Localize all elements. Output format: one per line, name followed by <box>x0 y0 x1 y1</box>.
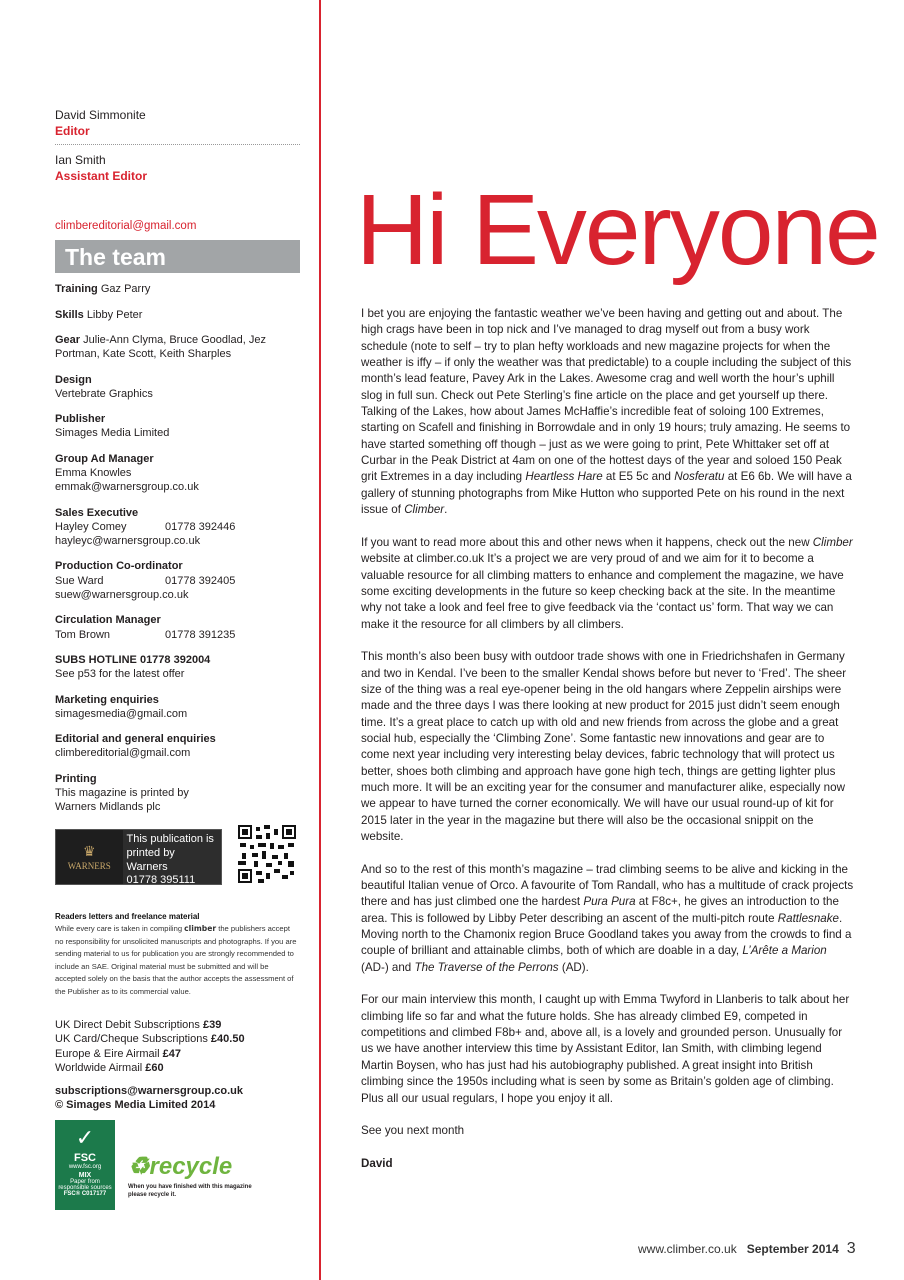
page-number: 3 <box>846 1240 856 1257</box>
page-headline: Hi Everyone <box>356 174 879 286</box>
assistant-editor-role: Assistant Editor <box>55 168 148 183</box>
credit-training: Training Gaz Parry <box>55 283 151 296</box>
footer-url[interactable]: www.climber.co.uk <box>638 1242 737 1256</box>
credit-sales: Sales Executive Hayley Comey 01778 392446 hayleyc@warnersgroup.co.uk <box>55 506 236 548</box>
readers-heading: Readers letters and freelance material <box>55 912 200 921</box>
sales-email[interactable]: hayleyc@warnersgroup.co.uk <box>55 535 201 548</box>
production-email[interactable]: suew@warnersgroup.co.uk <box>55 589 189 602</box>
recycle-logo: ♻recycle When you have finished with this magazine please recycle it. <box>128 1152 268 1200</box>
editor-role: Editor <box>55 123 90 138</box>
recycle-icon: ♻ <box>128 1153 150 1180</box>
copyright: © Simages Media Limited 2014 <box>55 1099 216 1112</box>
article-paragraph: For our main interview this month, I caught up with Emma Twyford in Llanberis to talk about her climbing life so far and what the future holds. She has already climbed E9, competed in competitions and climbed F8b+ and, above all, is a lovely and grounded person. Unusually for us we have another interview this time by Assistant Editor, Ian Smith, with climbing legend Martin Boysen, who has just had his autobiography published. A great insight into British climbing since the 1950s including what is seen by some as Britain’s golden age of climbing. Plus all our usual regulars, I hope you enjoy it all. <box>361 993 850 1105</box>
price-row: Worldwide Airmail £60 <box>55 1061 164 1074</box>
group-ad-email[interactable]: emmak@warnersgroup.co.uk <box>55 481 199 494</box>
page-divider-line <box>319 0 321 1280</box>
article-paragraph: If you want to read more about this and other news when it happens, check out the new Climber website at climber.co.uk It’s a project we are very proud of and we aim for it to become a valuable resource for all climbing matters to enhance and complement the magazine, we have some exciting developments in the future so keep checking back at the site. In the meantime why not take a look and feel free to give feedback via the ‘contact us’ form. That way we can make it the resource for all climbers by all climbers. <box>361 535 853 631</box>
article-paragraph: I bet you are enjoying the fantastic weather we’ve been having and getting out and about. The high crags have been in top nick and I’ve managed to drag myself out from a busy work schedule (note to self – try to plan hefty workloads and new magazine projects for when the weather is iffy – if only the weather was that predictable) to a couple including the subject of this month’s lead feature, Pavey Ark in the Lakes. Awesome crag and well worth the hour’s uphill slog in full sun. Check out Pete Sterling’s fine article on the place and get yourself up there. Talking of the Lakes, how about James McHaffie’s incredible feat of soloing 100 Extremes, starting on Scafell and finishing in Borrowdale and in only 19 hours; truly amazing. He seems to have started something off though – just as we were going to print, Pete Whittaker set off at Curbar in the Peak District at 4am on one of the hottest days of the year and soloed 150 Peak grit Extremes in a day including Heartless Hare at E5 5c and Nosferatu at E6 6b. We will have a gallery of stunning photographs from Mike Hutton who supported Pete on his round in the next issue of Climber. <box>361 307 852 517</box>
article-signoff: David <box>361 1156 393 1170</box>
subscriptions-email[interactable]: subscriptions@warnersgroup.co.uk <box>55 1085 243 1097</box>
crown-icon: ♛ <box>82 844 96 860</box>
price-row: UK Card/Cheque Subscriptions £40.50 <box>55 1033 245 1046</box>
masthead-column <box>55 108 300 826</box>
readers-text: While every care is taken in compiling climber the publishers accept no responsibility for unsolicited manuscripts and photographs. If you are sending material to us for publication you are strongly recommended to include an SAE. Original material must be submitted and will be accepted solely on the basis that the author accepts the assessment of the Publisher as to its commercial value. <box>55 924 297 996</box>
readers-letters-notice <box>55 910 300 998</box>
editorial-article <box>361 306 855 1189</box>
tree-icon: ✓ <box>75 1125 95 1150</box>
subscriptions-contact <box>55 1084 300 1113</box>
price-row: UK Direct Debit Subscriptions £39 <box>55 1019 222 1031</box>
fsc-logo: ✓ FSC www.fsc.org MIX Paper from responsible sources FSC® C017177 <box>55 1120 115 1210</box>
article-paragraph: See you next month <box>361 1124 465 1138</box>
warners-logo: ♛ WARNERS <box>56 830 123 884</box>
credit-skills: Skills Libby Peter <box>55 308 143 321</box>
credit-printing: Printing This magazine is printed by Warners Midlands plc <box>55 772 189 814</box>
article-paragraph: This month’s also been busy with outdoor trade shows with one in Friedrichshafen in Germany and two in Kendal. I’ve been to the smaller Kendal shows before but never to ‘Fred’. The sheer size of the thing was a real eye-opener being in the old hangars where Zeppelin airships were made and the three days I was there looking at new product for 2015 just didn’t seem enough time. It’s a great place to catch up with old and new friends from across the globe and a great social hub, especially the ‘Climbing Zone’. Some fantastic new innovations and gear are to come next year including very interesting belay devices, fabric technology that will protect us better, shoes both climbing and approach have gone high tech, things are getting lighter plus much more. It will be an exciting year for the consumer and manufacturer alike, especially now we appear to have turned the corner economically. We will have our usual round-up of kit for 2015 later in the year in the magazine but there will also be the occasional snippit on the website. <box>361 650 847 843</box>
credit-marketing: Marketing enquiries simagesmedia@gmail.com <box>55 693 188 720</box>
credit-editorial: Editorial and general enquiries climbereditorial@gmail.com <box>55 733 216 760</box>
team-banner: The team <box>55 240 300 273</box>
editorial-email-link[interactable]: climbereditorial@gmail.com <box>55 220 197 233</box>
price-row: Europe & Eire Airmail £47 <box>55 1047 181 1060</box>
team-credits <box>55 282 300 814</box>
warners-print-badge <box>55 829 222 885</box>
footer-date: September 2014 <box>746 1242 839 1256</box>
qr-code-icon[interactable] <box>238 825 296 883</box>
editor-name: David Simmonite <box>55 108 146 122</box>
page-footer <box>638 1240 856 1258</box>
credit-group-ad: Group Ad Manager Emma Knowles emmak@warnersgroup.co.uk <box>55 452 199 494</box>
warners-text: This publication is printed by Warners 01778 395111 <box>126 833 214 887</box>
subs-hotline: SUBS HOTLINE 01778 392004 See p53 for the latest offer <box>55 653 211 681</box>
credit-design: Design Vertebrate Graphics <box>55 373 153 400</box>
dotted-separator <box>55 144 300 145</box>
editorial-email[interactable]: climbereditorial@gmail.com <box>55 747 191 760</box>
credit-production: Production Co-ordinator Sue Ward 01778 392405 suew@warnersgroup.co.uk <box>55 560 236 602</box>
assistant-editor-name: Ian Smith <box>55 153 106 168</box>
credit-gear: Gear Julie-Ann Clyma, Bruce Goodlad, Jez Portman, Kate Scott, Keith Sharples <box>55 333 266 361</box>
article-paragraph: And so to the rest of this month’s magazine – trad climbing seems to be alive and kicking in the beautiful Italian venue of Orco. A favourite of Tom Randall, who has a multitude of crack projects there and has just climbed one the hardest Pura Pura at F8c+, he gives an introduction to the area. This is followed by Libby Peter describing an ascent of the multi-pitch route Rattlesnake. Moving north to the Chamonix region Bruce Goodland takes you away from the crowds to find a couple of brilliant and attainable climbs, both of which are doable in a day, L’Arête a Marion (AD-) and The Traverse of the Perrons (AD). <box>361 862 854 974</box>
marketing-email[interactable]: simagesmedia@gmail.com <box>55 707 188 720</box>
credit-circulation: Circulation Manager Tom Brown 01778 391235 <box>55 614 236 641</box>
subscription-prices <box>55 1018 300 1075</box>
recycle-wordmark: ♻recycle <box>128 1153 233 1180</box>
credit-publisher: Publisher Simages Media Limited <box>55 413 170 440</box>
